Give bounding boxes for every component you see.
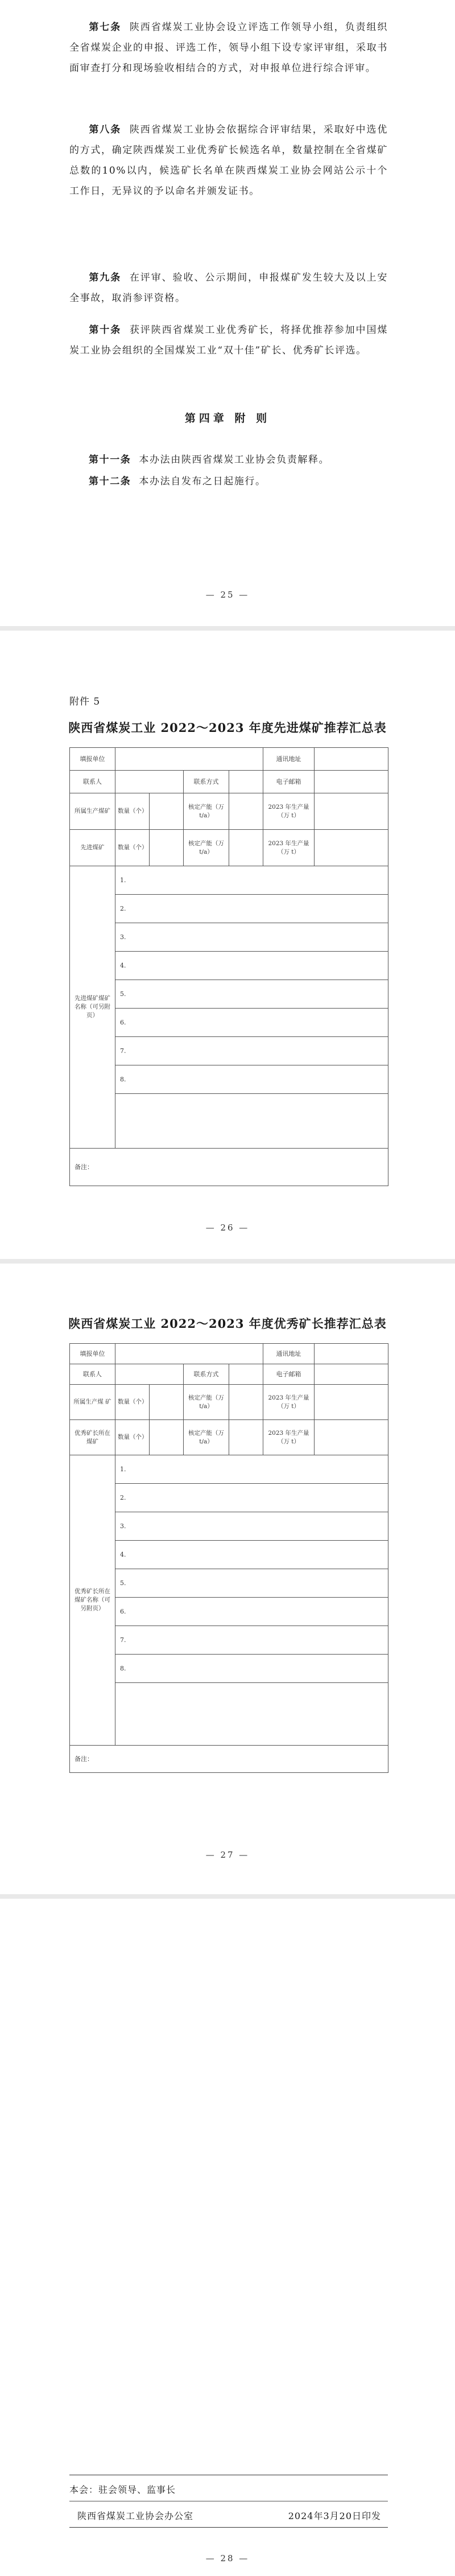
list-label: 先进煤矿煤矿名称（可另附页） (70, 866, 115, 1149)
list-item-number[interactable]: 3. (115, 1512, 388, 1541)
unit-input-cell[interactable] (115, 748, 263, 771)
field-label: 2023 年生产量（万 t） (263, 830, 315, 866)
phone-input-cell[interactable] (229, 771, 263, 793)
note-label: 备注： (75, 1163, 93, 1171)
field-label: 填报单位 (70, 1344, 115, 1364)
list-item (70, 1541, 388, 1569)
list-item (70, 1655, 388, 1683)
field-label: 优秀矿长所在煤矿 (70, 1420, 115, 1455)
field-label: 联系人 (70, 1364, 115, 1385)
list-label: 优秀矿长所在煤矿名称（可另附页） (70, 1455, 115, 1746)
issuer: 陕西省煤炭工业协会办公室 (77, 2511, 194, 2521)
list-item (70, 1512, 388, 1541)
page-number: — 26 — (205, 1223, 250, 1233)
list-item (70, 923, 388, 952)
field-label: 通讯地址 (263, 1344, 315, 1364)
list-item (70, 980, 388, 1009)
field-label: 核定产能（万 t/a） (184, 830, 229, 866)
list-item-number[interactable]: 5. (115, 1569, 388, 1598)
list-item (70, 1094, 388, 1149)
field-label: 数量（个） (115, 1385, 150, 1420)
chapter-heading: 第四章 附 则 (184, 412, 271, 425)
table-row (70, 1420, 388, 1455)
table-row (70, 1385, 388, 1420)
article-label: 第十条 (89, 324, 122, 336)
list-item (70, 1683, 388, 1746)
list-item (70, 1484, 388, 1512)
page-number: — 28 — (205, 2553, 250, 2563)
list-item-number[interactable]: 8. (115, 1655, 388, 1683)
field-label: 联系人 (70, 771, 115, 793)
address-input-cell[interactable] (315, 1344, 388, 1364)
list-item (70, 952, 388, 980)
list-item (70, 1569, 388, 1598)
list-item-number[interactable]: 7. (115, 1626, 388, 1655)
page-25 (0, 0, 455, 626)
article-label: 第八条 (89, 124, 122, 135)
list-item-number[interactable]: 5. (115, 980, 388, 1009)
note-cell[interactable] (70, 1149, 388, 1186)
table-row (70, 1364, 388, 1385)
field-label: 填报单位 (70, 748, 115, 771)
phone-input-cell[interactable] (229, 1364, 263, 1385)
article-text: 本办法由陕西省煤炭工业协会负责解释。 (139, 454, 330, 466)
field-label: 数量（个） (115, 1420, 150, 1455)
field-label: 核定产能（万 t/a） (184, 1420, 229, 1455)
list-item-number[interactable]: 1. (115, 1455, 388, 1484)
list-extra-cell[interactable] (115, 1683, 388, 1746)
list-item-number[interactable]: 4. (115, 1541, 388, 1569)
article-text: 本办法自发布之日起施行。 (139, 476, 266, 487)
cc-line: 本会：驻会领导、监事长 (69, 2484, 176, 2495)
page-number: — 25 — (205, 590, 250, 600)
list-item (70, 1009, 388, 1037)
table-row (70, 1746, 388, 1773)
input-cell[interactable] (315, 793, 388, 830)
table-row (70, 830, 388, 866)
issuer-line (69, 2509, 388, 2522)
list-item-number[interactable]: 8. (115, 1065, 388, 1094)
input-cell[interactable] (315, 830, 388, 866)
article-9 (69, 268, 388, 308)
field-label: 联系方式 (184, 771, 229, 793)
field-label: 联系方式 (184, 1364, 229, 1385)
email-input-cell[interactable] (315, 771, 388, 793)
field-label: 所属生产煤矿 (70, 793, 115, 830)
field-label: 核定产能（万 t/a） (184, 1385, 229, 1420)
list-item-number[interactable]: 4. (115, 952, 388, 980)
article-label: 第十二条 (89, 476, 131, 487)
article-12 (69, 471, 388, 492)
input-cell[interactable] (150, 830, 184, 866)
list-item (70, 1065, 388, 1094)
field-label: 数量（个） (115, 830, 150, 866)
address-input-cell[interactable] (315, 748, 388, 771)
list-item-number[interactable]: 2. (115, 895, 388, 923)
email-input-cell[interactable] (315, 1364, 388, 1385)
form-title: 陕西省煤炭工业 2022～2023 年度优秀矿长推荐汇总表 (68, 1316, 387, 1331)
article-10 (69, 320, 388, 361)
list-item (70, 866, 388, 895)
field-label: 数量（个） (115, 793, 150, 830)
advanced-mines-form (69, 747, 388, 1186)
field-label: 所属生产煤 矿 (70, 1385, 115, 1420)
table-row (70, 1344, 388, 1364)
field-label: 电子邮箱 (263, 771, 315, 793)
article-label: 第九条 (89, 272, 122, 283)
contact-input-cell[interactable] (115, 771, 184, 793)
article-8 (69, 120, 388, 201)
page-28 (0, 1899, 455, 2576)
excellent-director-form (69, 1343, 388, 1773)
list-item-number[interactable]: 7. (115, 1037, 388, 1065)
list-item (70, 895, 388, 923)
list-item (70, 1626, 388, 1655)
list-item-number[interactable]: 3. (115, 923, 388, 952)
input-cell[interactable] (229, 830, 263, 866)
issue-date: 2024年3月20日印发 (288, 2511, 381, 2521)
table-row (70, 771, 388, 793)
list-item-number[interactable]: 1. (115, 866, 388, 895)
contact-input-cell[interactable] (115, 1364, 184, 1385)
article-text: 陕西省煤炭工业协会设立评选工作领导小组，负责组织全省煤炭企业的申报、评选工作，领导小组下设专家评审组，采取书面审查打分和现场验收相结合的方式，对申报单位进行综合评审。 (69, 22, 388, 74)
article-label: 第七条 (89, 22, 122, 33)
attachment-label: 附件 5 (69, 696, 101, 707)
divider (69, 2527, 388, 2528)
list-item-number[interactable]: 2. (115, 1484, 388, 1512)
page-number: — 27 — (205, 1850, 250, 1860)
unit-input-cell[interactable] (115, 1344, 263, 1364)
input-cell[interactable] (150, 793, 184, 830)
article-label: 第十一条 (89, 454, 131, 466)
article-text: 陕西省煤炭工业协会依据综合评审结果，采取好中选优的方式，确定陕西煤炭工业优秀矿长候选名单，数量控制在全省煤矿总数的10%以内，候选矿长名单在陕西煤炭工业协会网站公示十个工作日，无异议的予以命名并颁发证书。 (69, 124, 388, 197)
list-extra-cell[interactable] (115, 1094, 388, 1149)
input-cell[interactable] (315, 1420, 388, 1455)
input-cell[interactable] (150, 1385, 184, 1420)
field-label: 核定产能（万 t/a） (184, 793, 229, 830)
list-item (70, 1037, 388, 1065)
list-item-number[interactable]: 6. (115, 1598, 388, 1626)
field-label: 先进煤矿 (70, 830, 115, 866)
table-row (70, 748, 388, 771)
input-cell[interactable] (229, 1420, 263, 1455)
list-item (70, 1455, 388, 1484)
note-label: 备注： (75, 1755, 93, 1763)
list-item-number[interactable]: 6. (115, 1009, 388, 1037)
list-item (70, 1598, 388, 1626)
input-cell[interactable] (229, 793, 263, 830)
page-26 (0, 631, 455, 1259)
field-label: 2023 年生产量（万 t） (263, 1420, 315, 1455)
field-label: 2023 年生产量（万 t） (263, 793, 315, 830)
input-cell[interactable] (229, 1385, 263, 1420)
article-11 (69, 450, 388, 470)
page-27 (0, 1264, 455, 1894)
field-label: 2023 年生产量（万 t） (263, 1385, 315, 1420)
note-cell[interactable] (70, 1746, 388, 1773)
article-7 (69, 17, 388, 79)
table-row (70, 793, 388, 830)
field-label: 电子邮箱 (263, 1364, 315, 1385)
table-row (70, 1149, 388, 1186)
field-label: 通讯地址 (263, 748, 315, 771)
article-text: 获评陕西省煤炭工业优秀矿长，将择优推荐参加中国煤炭工业协会组织的全国煤炭工业“双十佳”矿长、优秀矿长评选。 (69, 324, 388, 356)
input-cell[interactable] (150, 1420, 184, 1455)
form-title: 陕西省煤炭工业 2022～2023 年度先进煤矿推荐汇总表 (68, 721, 387, 735)
input-cell[interactable] (315, 1385, 388, 1420)
article-text: 在评审、验收、公示期间，申报煤矿发生较大及以上安全事故，取消参评资格。 (69, 272, 388, 304)
